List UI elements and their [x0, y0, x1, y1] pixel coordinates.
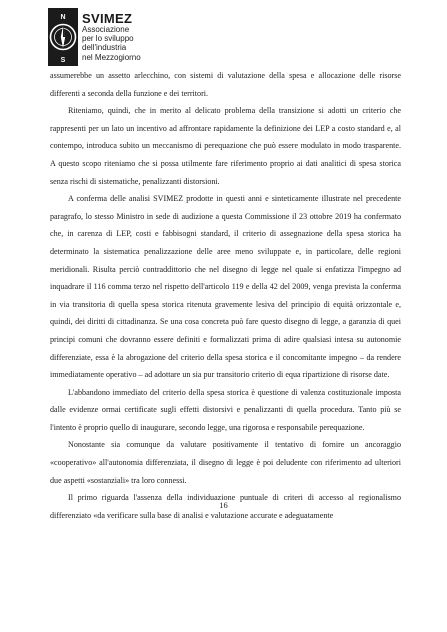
org-subtitle-line: per lo sviluppo [82, 34, 134, 44]
org-name: SVIMEZ [82, 11, 133, 26]
paragraph: A conferma delle analisi SVIMEZ prodotte in questi anni e sinteticamente illustrate nel precedente paragrafo, lo stesso Ministro in sede di audizione a questa Commissione il 23 ottobre 2019 ha confermato che, in carenza di LEP, costi e fabbisogni standard, il criterio di assegnazione della spesa storica ha determinato la sistematica penalizzazione delle aree meno sviluppate e, in particolare, delle regioni meridionali. Risulta perciò contraddittorio che nel disegno di legge nel quale si enfatizza l'impegno ad inquadrare il 116 comma terzo nel rispetto dell'articolo 119 e della 42 del 2009, venga prevista la conferma in via transitoria di quella spesa storica ritenuta gravemente lesiva del principio di equità orizzontale e, quindi, dei diritti di cittadinanza. Se una cosa concreta può fare questo disegno di legge, a garanzia di quei principi comuni che dovranno essere definiti e formalizzati prima di adire qualsiasi intesa su autonomie differenziate, essa è la abrogazione del criterio della spesa storica e il concomitante impegno – da rendere immediatamente operativo – ad adottare un sia pur transitorio criterio di equa ripartizione di risorse date. [50, 194, 401, 380]
paragraph: Nonostante sia comunque da valutare positivamente il tentativo di fornire un ancoraggio «cooperativo» all'autonomia differenziata, il disegno di legge è poi deludente con riferimento ad ulteriori due aspetti «sostanziali» tra loro connessi. [50, 440, 401, 485]
logo-letter-south: S [60, 57, 66, 64]
org-subtitle-line: dell'industria [82, 43, 127, 53]
org-subtitle-line: Associazione [82, 25, 130, 34]
paragraph: Il primo riguarda l'assenza della individuazione puntuale di criteri di accesso al regionalismo differenziato «da verificare sulla base di analisi e valutazione accurate e adeguatamente [50, 493, 401, 520]
body-text [50, 67, 401, 524]
page-number: 16 [219, 500, 228, 510]
svimez-compass-logo [48, 8, 78, 66]
logo-letter-north: N [60, 14, 66, 21]
org-subtitle-line: nel Mezzogiorno [82, 52, 141, 62]
paragraph: Riteniamo, quindi, che in merito al delicato problema della transizione si adotti un criterio che rappresenti per un lato un incentivo ad affrontare rapidamente la definizione dei LEP a costo standard e, al contempo, introduca subito un meccanismo di perequazione che può essere modulato in modo trasparente. A questo scopo riteniamo che si possa utilmente fare riferimento proprio ai dati analitici di spesa storica senza rischi di sistematiche, penalizzanti distorsioni. [50, 106, 401, 186]
paragraph: L'abbandono immediato del criterio della spesa storica è questione di valenza costituzionale imposta dalle evidenze ormai certificate sugli effetti distorsivi e penalizzanti di quella procedura. Tanto più se l'intento è proprio quello di inaugurare, secondo legge, una rigorosa e responsabile perequazione. [50, 387, 401, 432]
org-block [82, 12, 141, 62]
paragraph: assumerebbe un assetto arlecchino, con sistemi di valutazione della spesa e allocazione delle risorse differenti a seconda della funzione e dei territori. [50, 71, 401, 98]
org-subtitle [82, 25, 141, 62]
letterhead [48, 8, 248, 66]
